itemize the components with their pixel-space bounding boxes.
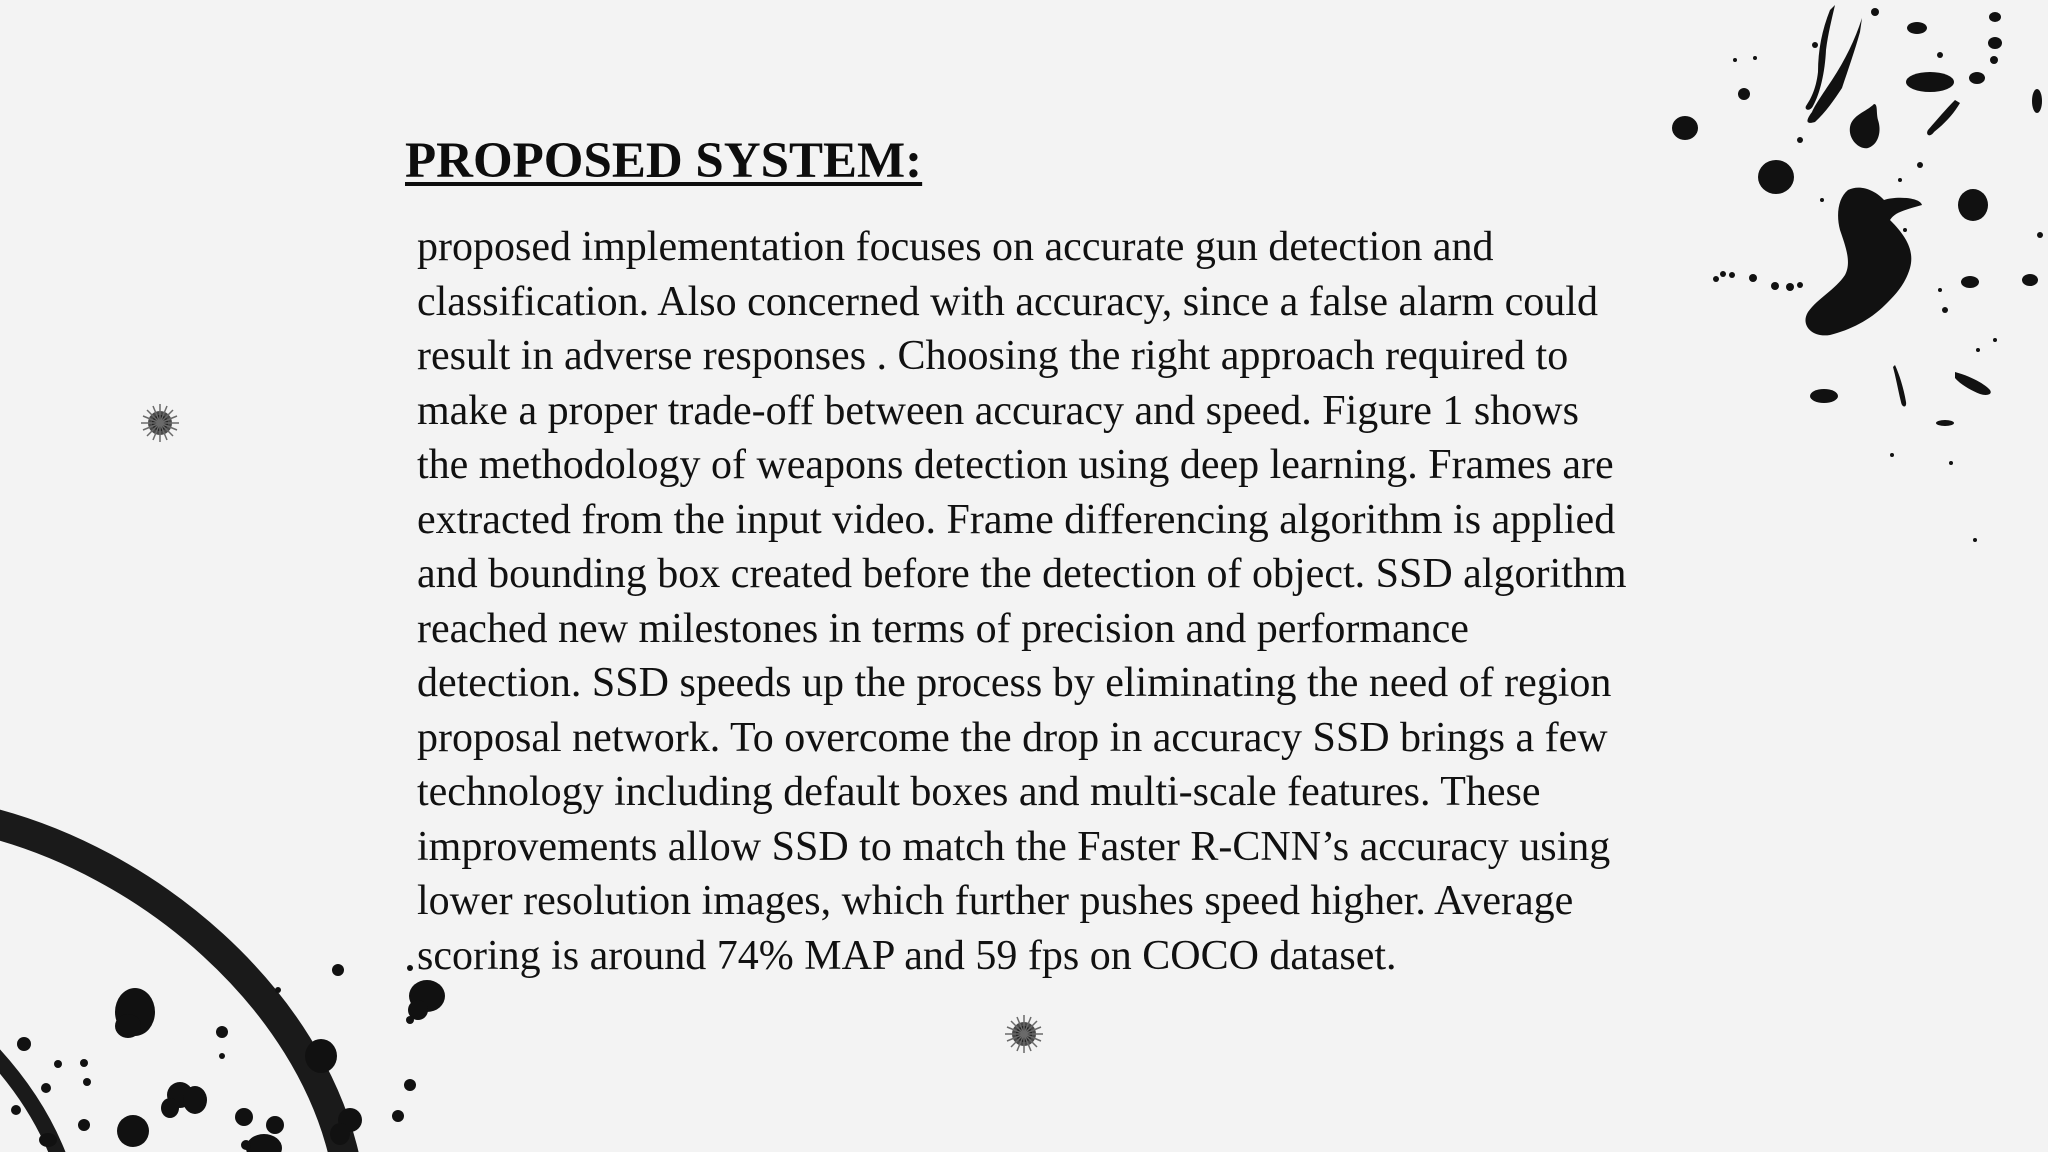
starburst-bottom — [1005, 1015, 1043, 1053]
paragraph-line: lower resolution images, which further pushes speed higher. Average — [417, 878, 1574, 924]
paragraph-line: proposed implementation focuses on accurate gun detection and — [417, 224, 1494, 270]
slide-title: PROPOSED SYSTEM: — [405, 133, 923, 189]
paragraph-line: improvements allow SSD to match the Faster R-CNN’s accuracy using — [417, 823, 1611, 870]
paragraph-line: scoring is around 74% MAP and 59 fps on COCO dataset. — [417, 932, 1397, 979]
ink-arc — [0, 820, 345, 1152]
paragraph-line: reached new milestones in terms of precision and performance — [417, 605, 1469, 652]
paragraph-line: extracted from the input video. Frame differencing algorithm is applied — [417, 496, 1616, 543]
paragraph-line: detection. SSD speeds up the process by eliminating the need of region — [417, 660, 1612, 706]
paragraph-line: make a proper trade-off between accuracy and speed. Figure 1 shows — [417, 387, 1579, 434]
paragraph-line: the methodology of weapons detection using deep learning. Frames are — [417, 442, 1614, 488]
paragraph-line: and bounding box created before the detection of object. SSD algorithm — [417, 551, 1627, 597]
body-paragraph — [417, 220, 1817, 983]
starburst-left — [141, 404, 179, 442]
paragraph-line: technology including default boxes and multi-scale features. These — [417, 769, 1541, 815]
paragraph-line: proposal network. To overcome the drop in accuracy SSD brings a few — [417, 714, 1608, 761]
paragraph-line: result in adverse responses . Choosing the right approach required to — [417, 333, 1569, 379]
ink-splatter-bottom-left — [11, 964, 445, 1152]
paragraph-line: classification. Also concerned with accuracy, since a false alarm could — [417, 278, 1598, 325]
